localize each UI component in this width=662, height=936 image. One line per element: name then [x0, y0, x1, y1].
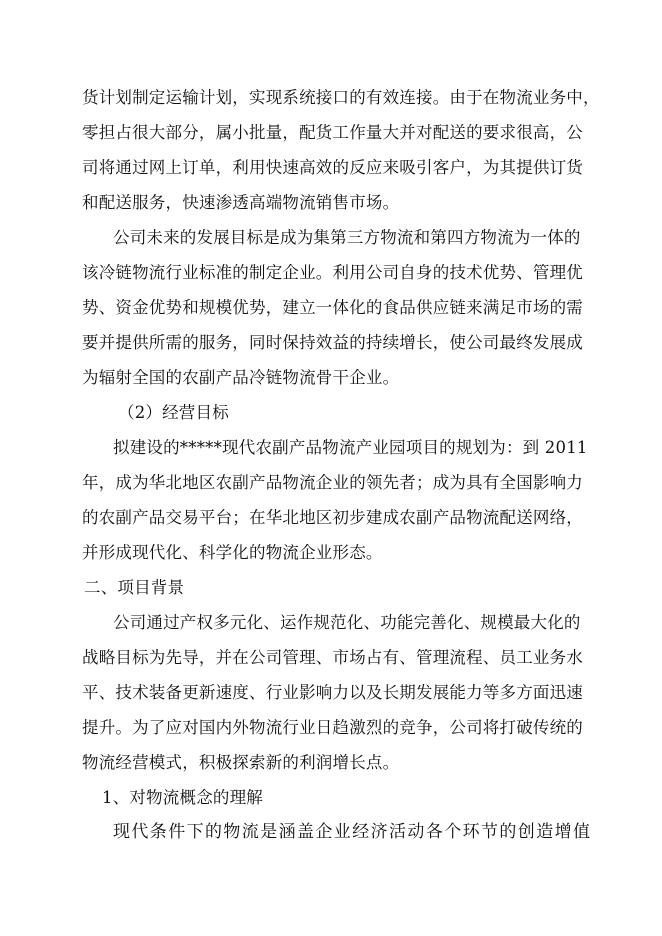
section-heading-concept: 1、对物流概念的理解 [102, 788, 263, 807]
paragraph-line: 战略目标为先导，并在公司管理、市场占有、管理流程、员工业务水 [82, 648, 583, 667]
paragraph-line: 年，成为华北地区农副产品物流企业的领先者；成为具有全国影响力 [82, 473, 583, 492]
paragraph-line: 零担占很大部分，属小批量，配货工作量大并对配送的要求很高，公 [82, 123, 583, 142]
paragraph-line: 货计划制定运输计划，实现系统接口的有效连接。由于在物流业务中， [82, 88, 600, 107]
paragraph-line: 物流经营模式，积极探索新的利润增长点。 [82, 753, 400, 772]
paragraph-line: 公司未来的发展目标是成为集第三方物流和第四方物流为一体的 [113, 228, 581, 247]
paragraph-line: 提升。为了应对国内外物流行业日趋激烈的竞争，公司将打破传统的 [82, 718, 583, 737]
paragraph-line: 势、资金优势和规模优势，建立一体化的食品供应链来满足市场的需 [82, 298, 583, 317]
section-heading-background: 二、项目背景 [84, 578, 185, 597]
paragraph-line: 拟建设的*****现代农副产品物流产业园项目的规划为：到 2011 [113, 438, 588, 457]
paragraph-line: 要并提供所需的服务，同时保持效益的持续增长，使公司最终发展成 [82, 333, 583, 352]
paragraph-line: 平、技术装备更新速度、行业影响力以及长期发展能力等多方面迅速 [82, 683, 583, 702]
paragraph-line: 为辐射全国的农副产品冷链物流骨干企业。 [82, 368, 400, 387]
section-heading-business-goal: （2）经营目标 [118, 403, 229, 422]
paragraph-line: 的农副产品交易平台；在华北地区初步建成农副产品物流配送网络， [82, 508, 583, 527]
paragraph-line: 并形成现代化、科学化的物流企业形态。 [82, 543, 383, 562]
paragraph-line: 和配送服务，快速渗透高端物流销售市场。 [82, 193, 400, 212]
paragraph-line: 公司通过产权多元化、运作规范化、功能完善化、规模最大化的 [113, 613, 581, 632]
paragraph-line: 该冷链物流行业标准的制定企业。利用公司自身的技术优势、管理优 [82, 263, 583, 282]
paragraph-line: 现代条件下的物流是涵盖企业经济活动各个环节的创造增值 [113, 822, 592, 842]
paragraph-line: 司将通过网上订单，利用快速高效的反应来吸引客户，为其提供订货 [82, 158, 583, 177]
